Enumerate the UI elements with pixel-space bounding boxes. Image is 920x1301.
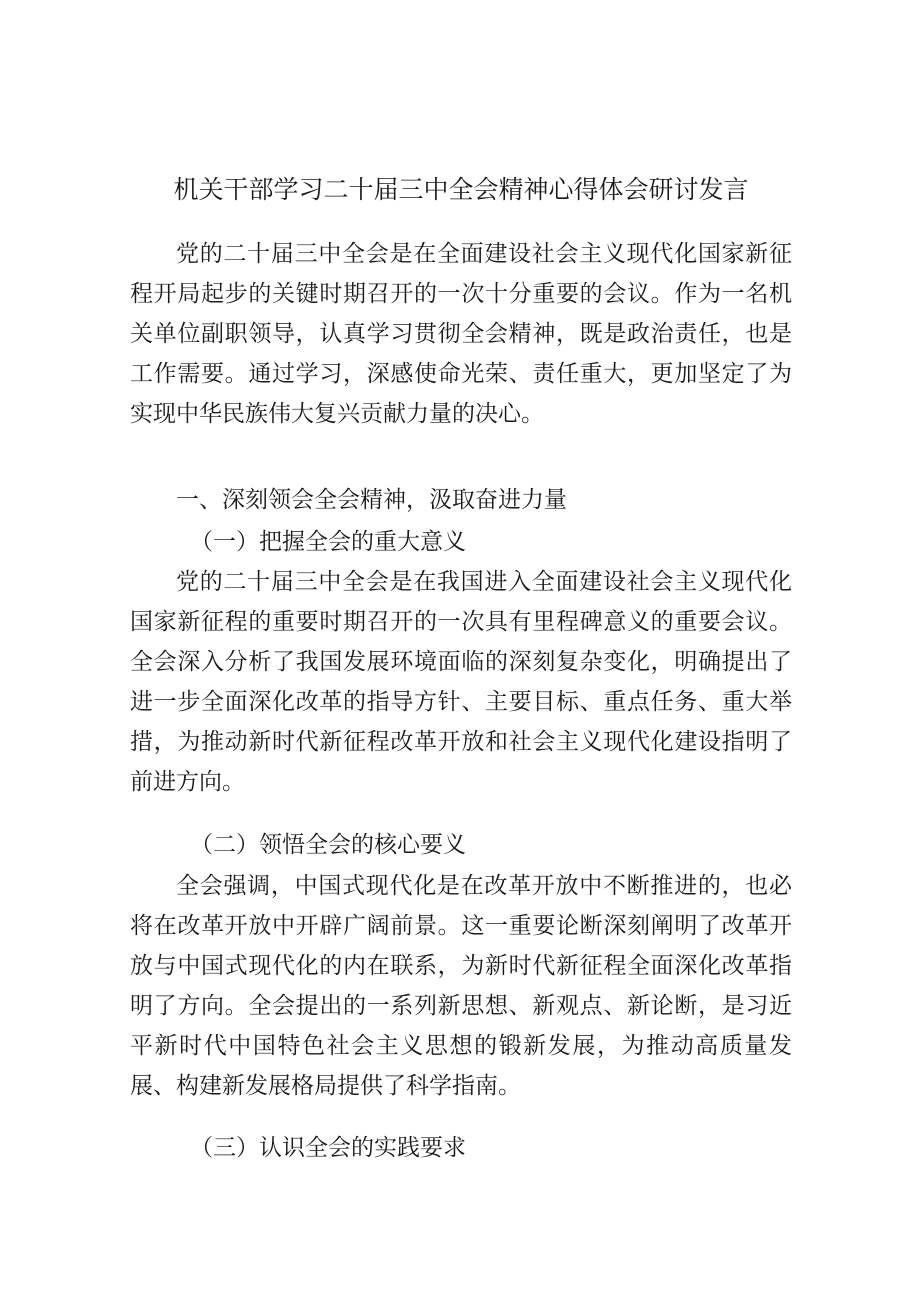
subsection-heading-1: （一）把握全会的重大意义 xyxy=(190,529,466,555)
section-heading-1: 一、深刻领会全会精神，汲取奋进力量 xyxy=(176,487,567,513)
subsection-1-paragraph: 党的二十届三中全会是在我国进入全面建设社会主义现代化国家新征程的重要时期召开的一次具有里程碑意义的重要会议。全会深入分析了我国发展环境面临的深刻复杂变化，明确提出了进一步全面深化改革的指导方针、主要目标、重点任务、重大举措，为推动新时代新征程改革开放和社会主义现代化建设指明了前进方向。 xyxy=(130,569,792,795)
document-page xyxy=(130,0,792,1301)
subsection-heading-3: （三）认识全会的实践要求 xyxy=(190,1135,466,1161)
subsection-2-paragraph: 全会强调，中国式现代化是在改革开放中不断推进的，也必将在改革开放中开辟广阔前景。这一重要论断深刻阐明了改革开放与中国式现代化的内在联系，为新时代新征程全面深化改革指明了方向。全会提出的一系列新思想、新观点、新论断，是习近平新时代中国特色社会主义思想的锻新发展，为推动高质量发展、构建新发展格局提供了科学指南。 xyxy=(130,873,792,1099)
intro-paragraph: 党的二十届三中全会是在全面建设社会主义现代化国家新征程开局起步的关键时期召开的一次十分重要的会议。作为一名机关单位副职领导，认真学习贯彻全会精神，既是政治责任，也是工作需要。通过学习，深感使命光荣、责任重大，更加坚定了为实现中华民族伟大复兴贡献力量的决心。 xyxy=(130,241,792,427)
document-title: 机关干部学习二十届三中全会精神心得体会研讨发言 xyxy=(173,175,749,204)
subsection-heading-2: （二）领悟全会的核心要义 xyxy=(190,832,466,858)
